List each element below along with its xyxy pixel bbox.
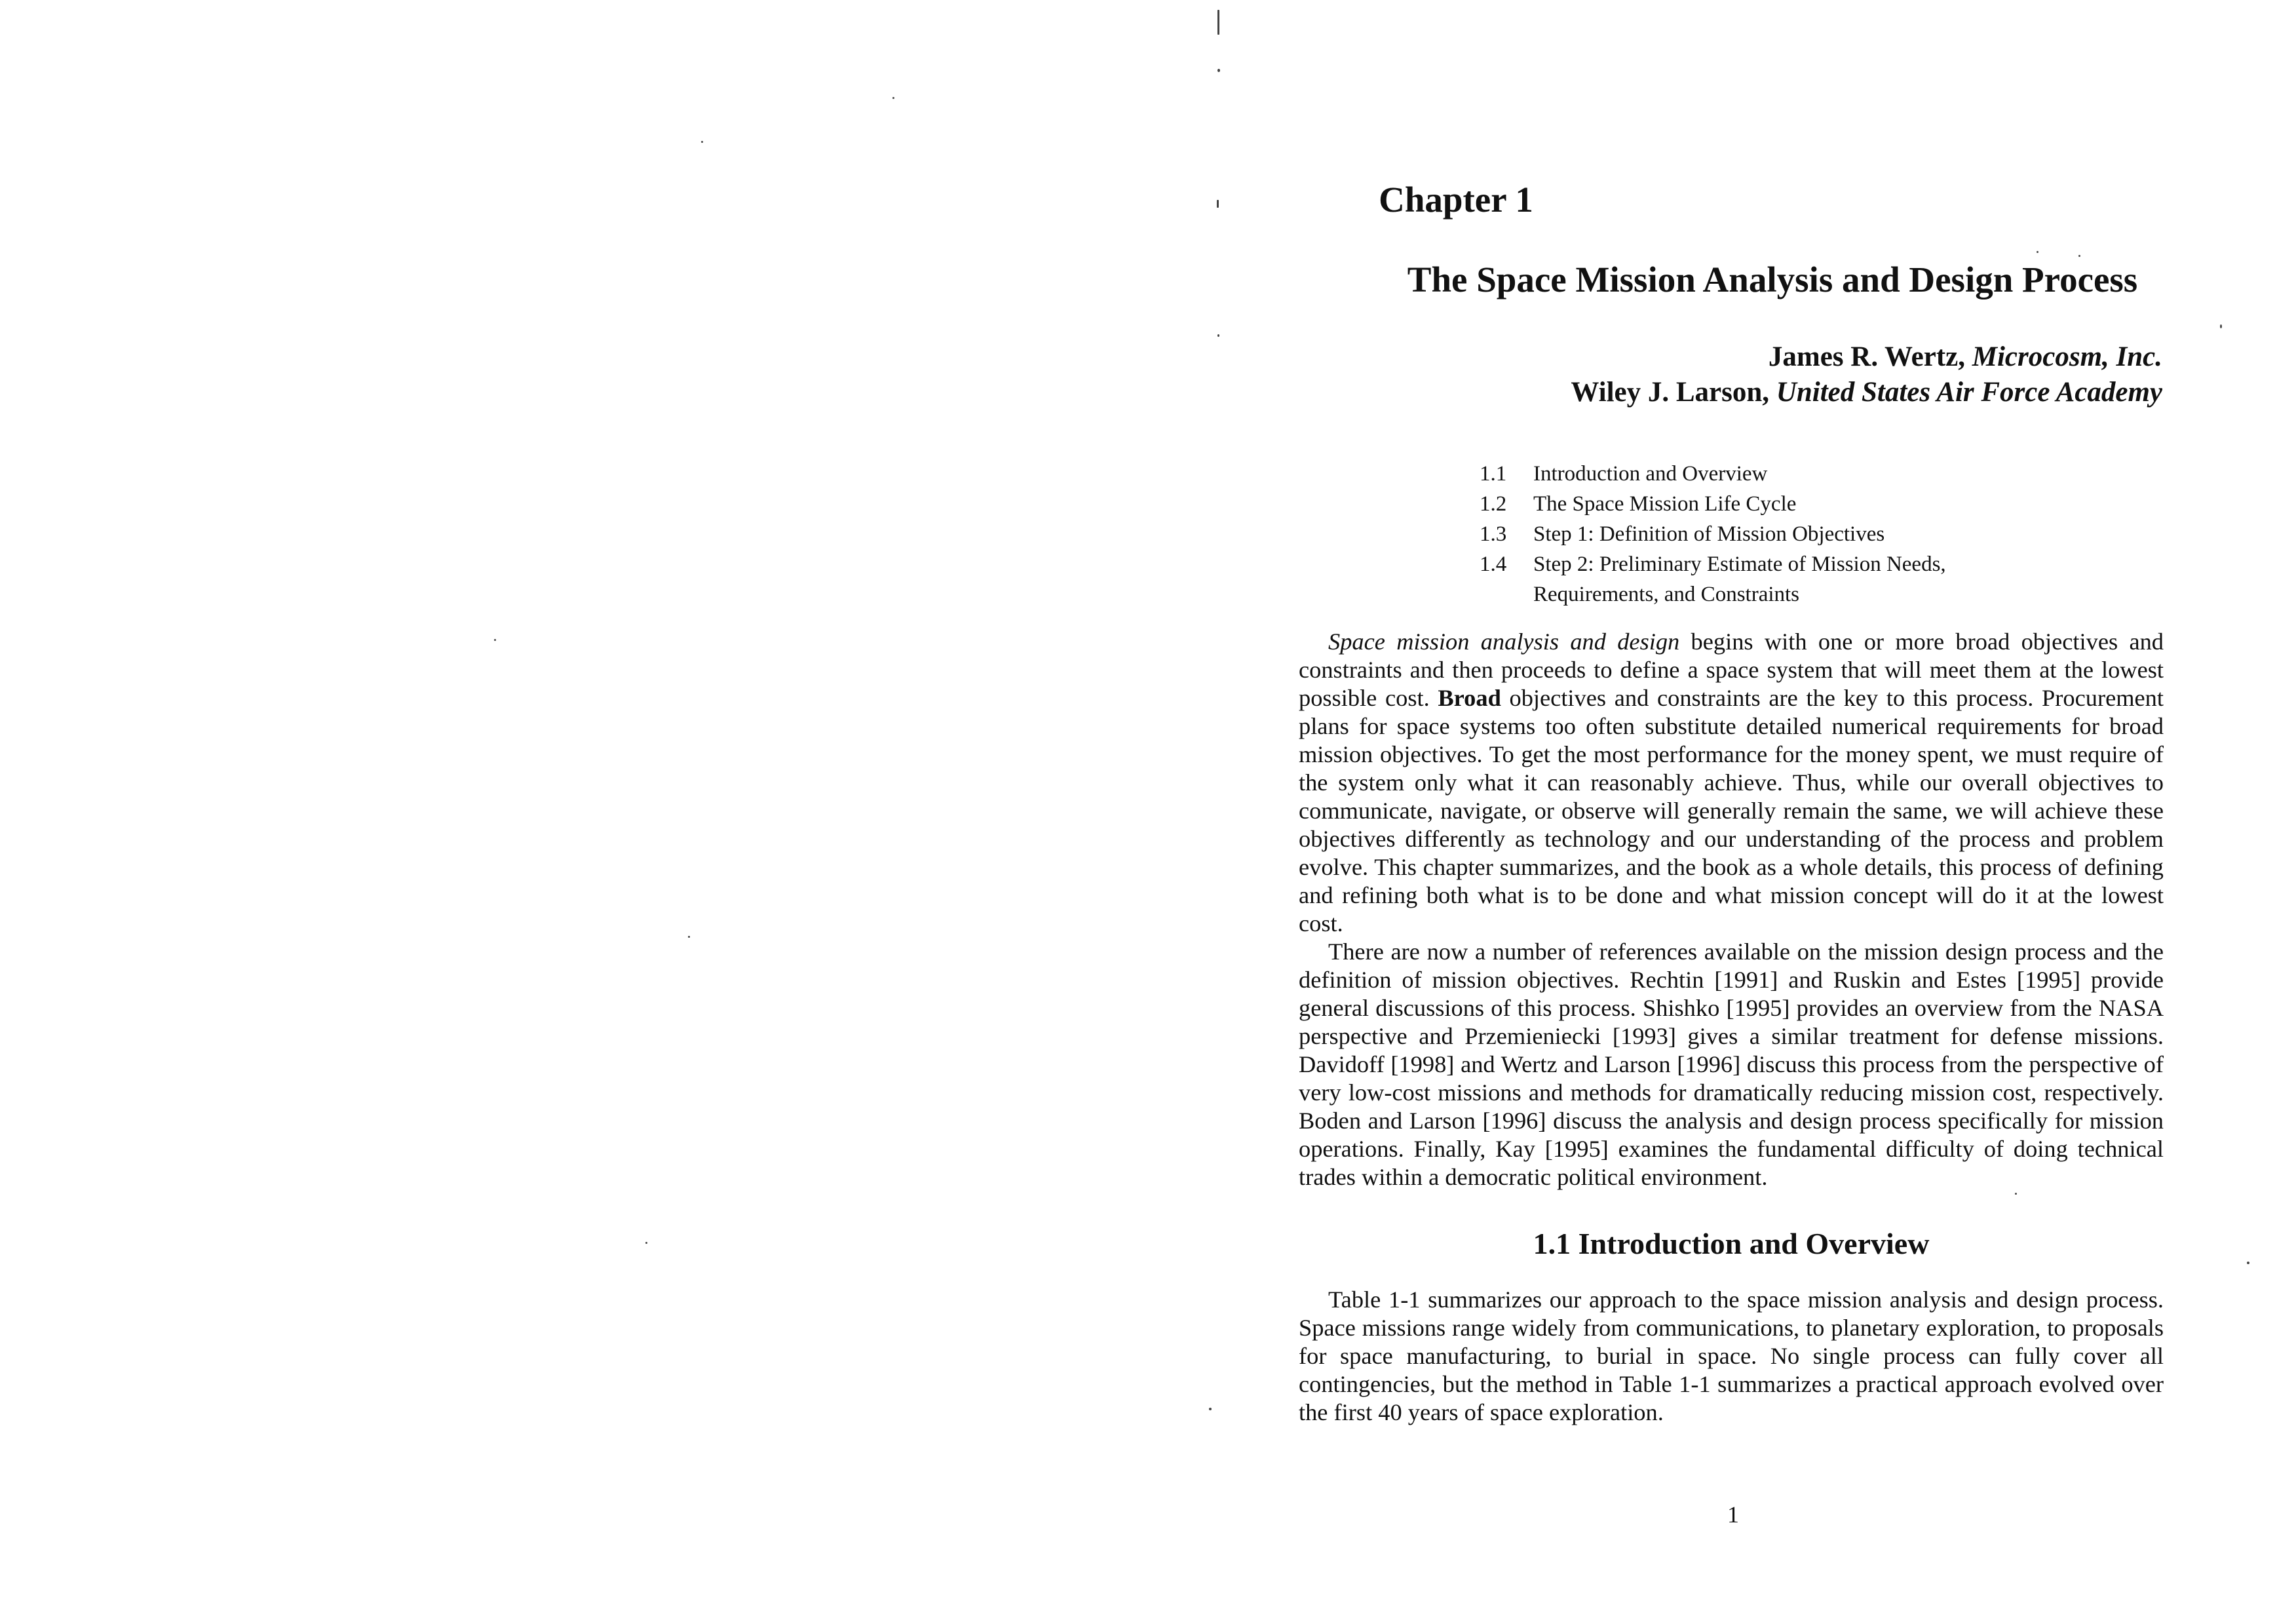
author-name: James R. Wertz, — [1768, 341, 1965, 372]
scan-speck — [892, 97, 894, 99]
toc-item — [1480, 459, 2069, 489]
scan-speck — [688, 936, 690, 938]
section-heading: 1.1 Introduction and Overview — [1533, 1227, 1930, 1260]
author-block — [1376, 339, 2162, 410]
section-text — [1299, 1286, 2164, 1427]
intro-text-span: objectives and constraints are the key to this process. Procurement plans for space systems too often substitute detailed numerical requirements for broad mission objectives. To get the most performance for the money spent, we must require of the system only what it can reasonably achieve. Thus, while our overall objectives to communicate, navigate, or observe will generally remain the same, we will achieve these objectives differently as technology and our understanding of the process and problem evolve. This chapter summarizes, and the book as a whole details, this process of defining and refining both what is to be done and what mission concept will do it at the lowest cost. — [1299, 685, 2164, 937]
scan-speck — [2015, 1193, 2017, 1195]
intro-lead-term: Space mission analysis and design — [1328, 628, 1680, 655]
intro-emphasis: Broad — [1438, 685, 1501, 711]
scan-speck — [645, 1242, 647, 1244]
scan-speck — [1209, 1408, 1212, 1410]
intro-text-span: begins with one or more broad objectives and constraints and then proceeds to define a space system that will meet them at the lowest possible cost. — [1299, 628, 2164, 711]
scan-speck — [494, 639, 496, 641]
toc-number: 1.3 — [1480, 522, 1507, 546]
intro-text — [1299, 628, 2164, 1191]
scan-speck — [2078, 255, 2080, 257]
scan-speck — [2247, 1262, 2249, 1264]
toc-label: The Space Mission Life Cycle — [1533, 492, 1797, 516]
toc-item — [1480, 489, 2069, 519]
chapter-title: The Space Mission Analysis and Design Process — [1407, 260, 2138, 299]
page-number: 1 — [1727, 1501, 1739, 1528]
author-affiliation: United States Air Force Academy — [1776, 377, 2162, 408]
toc-label-line: Requirements, and Constraints — [1533, 583, 1800, 606]
toc-label: Step 1: Definition of Mission Objectives — [1533, 522, 1885, 546]
scan-speck — [2037, 251, 2038, 253]
toc-number: 1.4 — [1480, 552, 1507, 576]
author-affiliation: Microcosm, Inc. — [1972, 341, 2162, 372]
toc-label — [1533, 549, 2069, 609]
toc-number: 1.2 — [1480, 492, 1507, 516]
section-paragraph: Table 1-1 summarizes our approach to the space mission analysis and design process. Space missions range widely from communications, to planetary exploration, to proposals for space manufacturing, to burial in space. No single process can fully cover all contingencies, but the method in Table 1-1 summarizes a practical approach evolved over the first 40 years of space exploration. — [1299, 1286, 2164, 1425]
author-line — [1376, 339, 2162, 375]
toc-label-line: Step 2: Preliminary Estimate of Mission Needs, — [1533, 552, 1946, 576]
toc-label: Introduction and Overview — [1533, 462, 1768, 486]
toc-item — [1480, 519, 2069, 549]
intro-paragraph — [1299, 628, 2164, 938]
scan-speck — [1217, 334, 1219, 337]
chapter-number: Chapter 1 — [1379, 180, 1533, 220]
toc-number: 1.1 — [1480, 462, 1507, 486]
scan-speck — [2220, 324, 2222, 328]
scan-speck — [1217, 69, 1220, 72]
author-name: Wiley J. Larson, — [1571, 377, 1770, 408]
toc-item — [1480, 549, 2069, 609]
scan-speck — [1217, 10, 1219, 35]
intro-paragraph: There are now a number of references available on the mission design process and the definition of mission objectives. Rechtin [1991] and Ruskin and Estes [1995] provide general discussions of this process. Shishko [1995] provides an overview from the NASA perspective and Przemieniecki [1993] gives a similar treatment for defense missions. Davidoff [1998] and Wertz and Larson [1996] discuss this process from the perspective of very low-cost missions and methods for dramatically reducing mission cost, respectively. Boden and Larson [1996] discuss the analysis and design process specifically for mission operations. Finally, Kay [1995] examines the fundamental difficulty of doing technical trades within a democratic political environment. — [1299, 938, 2164, 1190]
scan-speck — [701, 141, 703, 143]
author-line — [1376, 375, 2162, 410]
chapter-contents — [1480, 459, 2069, 609]
